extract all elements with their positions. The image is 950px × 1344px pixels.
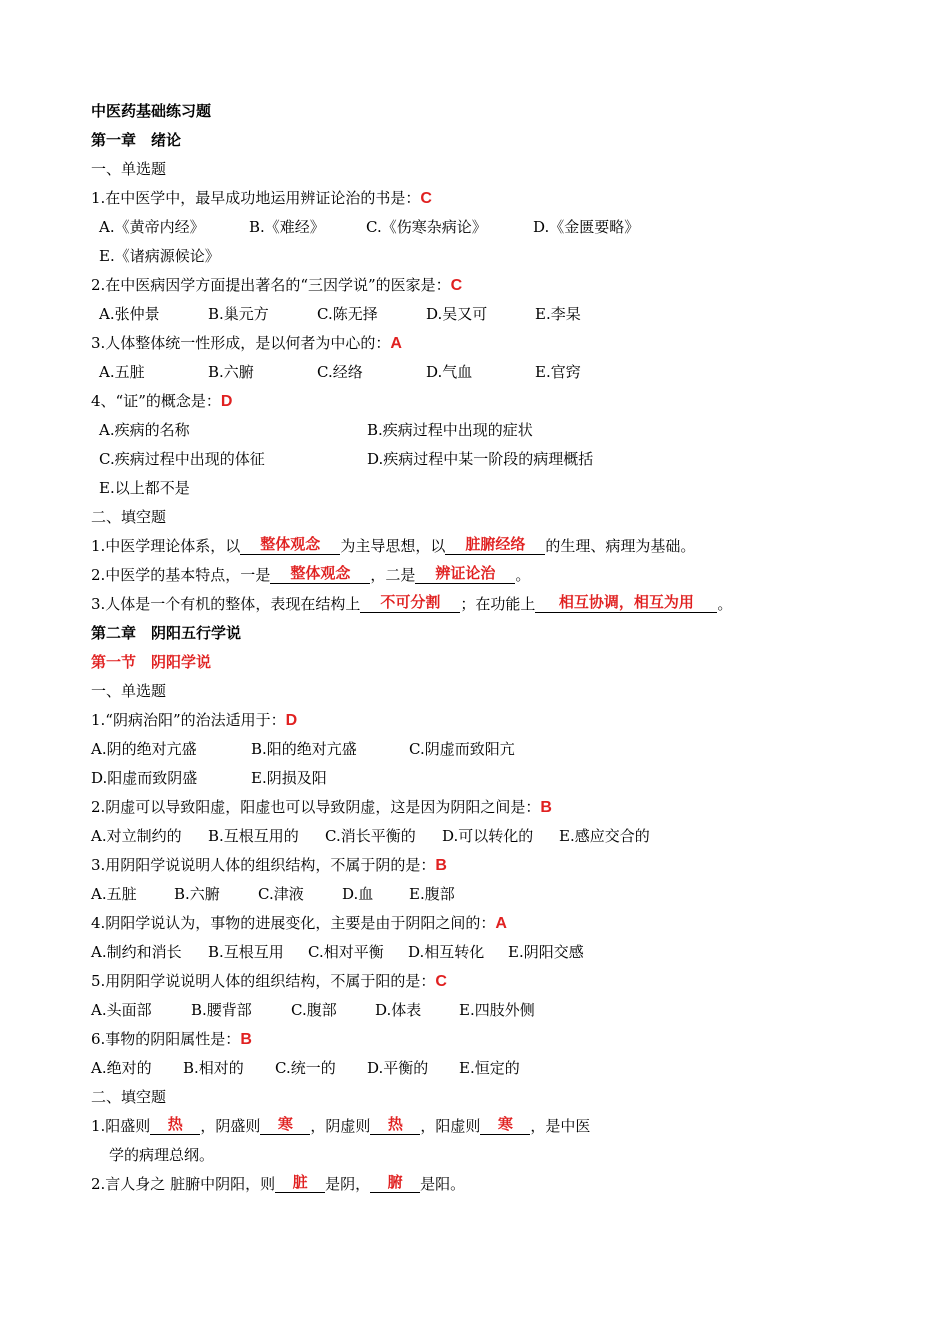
options-row [91,300,891,329]
option: D.可以转化的 [442,827,534,845]
question-4: 4、“证”的概念是：D [91,392,233,410]
answer: B [240,1031,252,1048]
options-row [91,474,891,503]
option: B.相对的 [183,1059,244,1077]
option: E.阴损及阳 [251,769,327,787]
fill-blank: 辨证论治 [415,563,515,584]
fill-blank: 脏腑经络 [445,534,545,555]
answer: C [420,190,432,207]
fill-question-1-cont: 学的病理总纲。 [109,1146,215,1164]
answer: D [285,712,298,729]
question-2: 2.阴虚可以导致阳虚，阳虚也可以导致阴虚，这是因为阴阳之间是：B [91,798,552,816]
option: D.疾病过程中某一阶段的病理概括 [367,450,594,468]
question-1: 1.在中医学中，最早成功地运用辨证论治的书是：C [91,189,432,207]
option: B.疾病过程中出现的症状 [367,421,533,439]
option: C.《伤寒杂病论》 [366,218,487,236]
option: C.津液 [258,885,304,903]
question-1: 1.“阴病治阳”的治法适用于：D [91,711,298,729]
fill-blank: 热 [370,1114,420,1135]
option: B.互根互用的 [208,827,299,845]
answer: B [540,799,552,816]
option: C.腹部 [291,1001,337,1019]
options-row [91,358,891,387]
fill-blank: 脏 [275,1172,325,1193]
answer: B [435,857,447,874]
option: C.消长平衡的 [325,827,416,845]
option: C.阴虚而致阳亢 [409,740,515,758]
fill-blank: 不可分割 [360,592,460,613]
option: E.腹部 [409,885,455,903]
option: A.制约和消长 [91,943,182,961]
fill-question-3: 3.人体是一个有机的整体，表现在结构上 不可分割 ；在功能上 相互协调，相互为用 。 [91,593,733,613]
options-row [91,938,891,967]
option: D.体表 [375,1001,422,1019]
option: E.恒定的 [459,1059,520,1077]
option: D.血 [342,885,374,903]
fill-blank: 整体观念 [240,534,340,555]
fill-blank: 寒 [260,1114,310,1135]
option: C.相对平衡 [308,943,384,961]
options-row [91,764,891,793]
option: B.腰背部 [191,1001,252,1019]
option: A.五脏 [91,885,137,903]
answer: C [450,277,463,294]
option: B.六腑 [208,363,254,381]
option: B.互根互用 [208,943,284,961]
chapter-1-heading: 第一章 绪论 [91,131,182,149]
option: B.六腑 [174,885,220,903]
question-3: 3.用阴阳学说说明人体的组织结构，不属于阴的是：B [91,856,447,874]
answer: C [435,973,447,990]
option: C.陈无择 [317,305,378,323]
options-row [91,242,891,271]
section-mc-title: 一、单选题 [91,682,167,700]
answer: D [220,393,233,410]
option: A.五脏 [99,363,145,381]
option: C.疾病过程中出现的体征 [99,450,265,468]
option: D.《金匮要略》 [533,218,640,236]
option: B.巢元方 [208,305,269,323]
section-fill-title: 二、填空题 [91,1088,167,1106]
option: A.头面部 [91,1001,152,1019]
option: A.《黄帝内经》 [99,218,205,236]
option: E.四肢外侧 [459,1001,535,1019]
option: D.平衡的 [367,1059,429,1077]
option: E.以上都不是 [99,479,190,497]
fill-blank: 寒 [480,1114,530,1135]
option: B.《难经》 [249,218,325,236]
fill-question-1: 1.阳盛则 热 ，阴盛则 寒 ，阴虚则 热 ，阳虚则 寒 ，是中医 [91,1115,591,1135]
document-page [91,97,891,1199]
options-row [91,1054,891,1083]
question-4: 4.阴阳学说认为，事物的进展变化，主要是由于阴阳之间的：A [91,914,507,932]
option: A.阴的绝对亢盛 [91,740,197,758]
option: E.阴阳交感 [508,943,584,961]
fill-blank: 整体观念 [270,563,370,584]
question-6: 6.事物的阴阳属性是：B [91,1030,252,1048]
question-2: 2.在中医病因学方面提出著名的“三因学说”的医家是：C [91,276,463,294]
option: D.气血 [426,363,473,381]
options-row [91,880,891,909]
option: D.相互转化 [408,943,485,961]
answer: A [390,335,402,352]
answer: A [495,915,507,932]
section-heading: 第一节 阴阳学说 [91,653,212,671]
section-fill-title: 二、填空题 [91,508,167,526]
fill-question-2: 2.言人身之 脏腑中阴阳，则 脏 是阴， 腑 是阳。 [91,1173,466,1193]
option: D.吴又可 [426,305,488,323]
options-row [91,822,891,851]
options-row [91,416,891,445]
option: A.对立制约的 [91,827,182,845]
option: E.官窍 [535,363,581,381]
option: A.疾病的名称 [99,421,190,439]
options-row [91,445,891,474]
section-mc-title: 一、单选题 [91,160,167,178]
option: C.经络 [317,363,363,381]
option: A.张仲景 [99,305,160,323]
fill-question-2: 2.中医学的基本特点，一是 整体观念 ，二是 辨证论治 。 [91,564,531,584]
fill-blank: 热 [150,1114,200,1135]
chapter-2-heading: 第二章 阴阳五行学说 [91,624,242,642]
question-3: 3.人体整体统一性形成，是以何者为中心的：A [91,334,402,352]
fill-blank: 相互协调，相互为用 [535,592,717,613]
question-5: 5.用阴阳学说说明人体的组织结构，不属于阳的是：C [91,972,447,990]
option: C.统一的 [275,1059,336,1077]
option: E.《诸病源候论》 [99,247,220,265]
option: A.绝对的 [91,1059,152,1077]
fill-question-1: 1.中医学理论体系，以 整体观念 为主导思想，以 脏腑经络 的生理、病理为基础。 [91,535,696,555]
options-row [91,996,891,1025]
option: E.李杲 [535,305,581,323]
option: E.感应交合的 [559,827,650,845]
options-row [91,213,891,242]
fill-blank: 腑 [370,1172,420,1193]
options-row [91,735,891,764]
option: B.阳的绝对亢盛 [251,740,357,758]
option: D.阳虚而致阴盛 [91,769,198,787]
doc-title: 中医药基础练习题 [91,102,212,120]
